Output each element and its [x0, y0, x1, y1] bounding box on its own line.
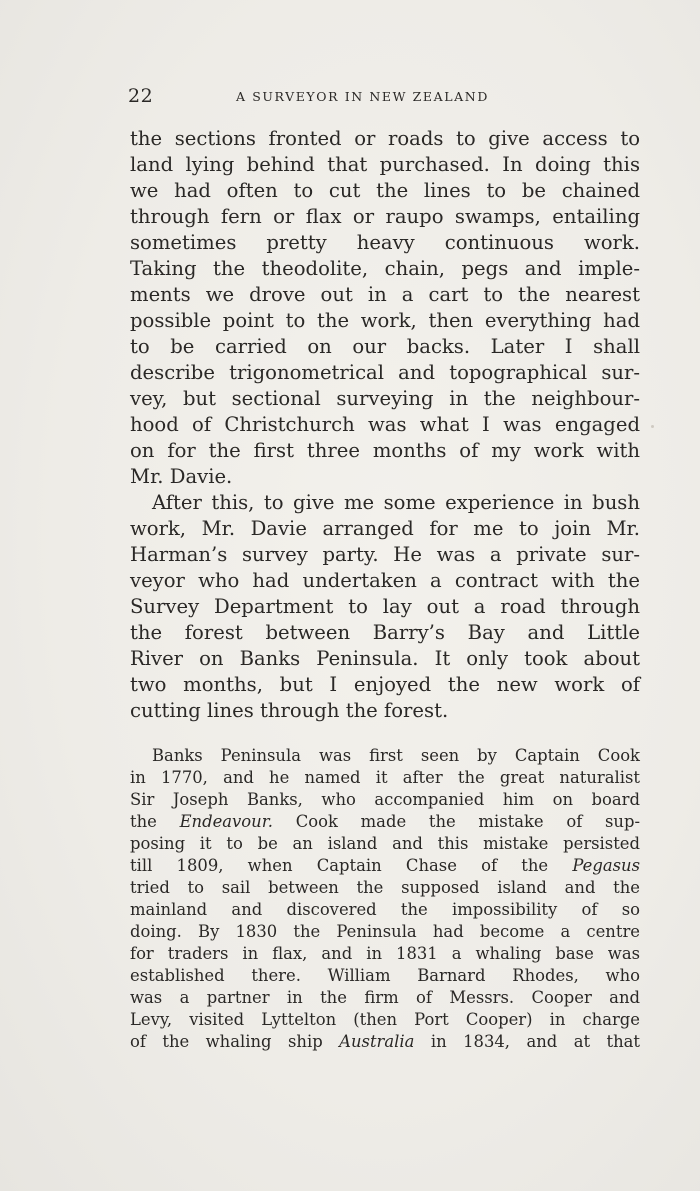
note-line: doing. By 1830 the Peninsula had become a centre: [130, 922, 640, 941]
note-line: Levy, visited Lyttelton (then Port Cooper) in charge: [130, 1010, 640, 1029]
text-line: work, Mr. Davie arranged for me to join Mr.: [130, 517, 640, 540]
ship-name: Australia: [339, 1032, 415, 1051]
text-line: After this, to give me some experience in bush: [152, 491, 640, 514]
page-number: 22: [128, 85, 154, 107]
note-line: [130, 811, 640, 833]
note-line: Banks Peninsula was first seen by Captain Cook: [152, 746, 640, 765]
text-line: Survey Department to lay out a road through: [130, 595, 640, 618]
text-line: describe trigonometrical and topographical sur-: [130, 361, 640, 384]
text-line: Mr. Davie.: [130, 465, 233, 488]
ship-name: Pegasus: [572, 856, 640, 875]
text-line: the sections fronted or roads to give access to: [130, 127, 640, 150]
text-line: through fern or flax or raupo swamps, entailing: [130, 205, 640, 228]
note-text-fragment: in 1834, and at that: [414, 1032, 641, 1051]
text-line: vey, but sectional surveying in the neighbour-: [130, 387, 640, 410]
text-line: cutting lines through the forest.: [130, 699, 449, 722]
text-line: on for the first three months of my work with: [130, 439, 640, 462]
text-line: River on Banks Peninsula. It only took about: [130, 647, 640, 670]
running-title: A SURVEYOR IN NEW ZEALAND: [236, 89, 489, 104]
text-line: land lying behind that purchased. In doing this: [130, 153, 640, 176]
main-text: [130, 126, 640, 724]
note-line: [130, 1031, 640, 1053]
note-line: was a partner in the firm of Messrs. Cooper and: [130, 988, 640, 1007]
text-line: Taking the theodolite, chain, pegs and imple-: [130, 257, 640, 280]
text-line: to be carried on our backs. Later I shall: [130, 335, 640, 358]
note-text-fragment: the: [130, 812, 180, 831]
text-line: we had often to cut the lines to be chained: [130, 179, 640, 202]
ship-name: Endeavour.: [179, 812, 273, 831]
note-line: posing it to be an island and this mistake persisted: [130, 834, 640, 853]
note-line: established there. William Barnard Rhodes, who: [130, 966, 640, 985]
note-line: tried to sail between the supposed island and the: [130, 878, 640, 897]
text-line: Harman’s survey party. He was a private sur-: [130, 543, 640, 566]
note-line: [130, 855, 640, 877]
text-line: ments we drove out in a cart to the nearest: [130, 283, 640, 306]
text-line: possible point to the work, then everything had: [130, 309, 640, 332]
note-text-fragment: Cook made the mistake of sup-: [272, 812, 640, 831]
text-line: the forest between Barry’s Bay and Little: [130, 621, 640, 644]
paper-speck: [651, 425, 654, 428]
note-line: mainland and discovered the impossibility of so: [130, 900, 640, 919]
note-text-fragment: of the whaling ship: [130, 1032, 340, 1051]
note-line: in 1770, and he named it after the great naturalist: [130, 768, 640, 787]
note-text-fragment: till 1809, when Captain Chase of the: [130, 856, 573, 875]
text-line: hood of Christchurch was what I was engaged: [130, 413, 640, 436]
note-line: Sir Joseph Banks, who accompanied him on board: [130, 790, 640, 809]
text-line: two months, but I enjoyed the new work of: [130, 673, 640, 696]
note-line: for traders in flax, and in 1831 a whaling base was: [130, 944, 640, 963]
text-line: sometimes pretty heavy continuous work.: [130, 231, 640, 254]
page-header: [128, 84, 640, 108]
text-line: veyor who had undertaken a contract with the: [130, 569, 640, 592]
historical-note: [130, 745, 640, 1053]
